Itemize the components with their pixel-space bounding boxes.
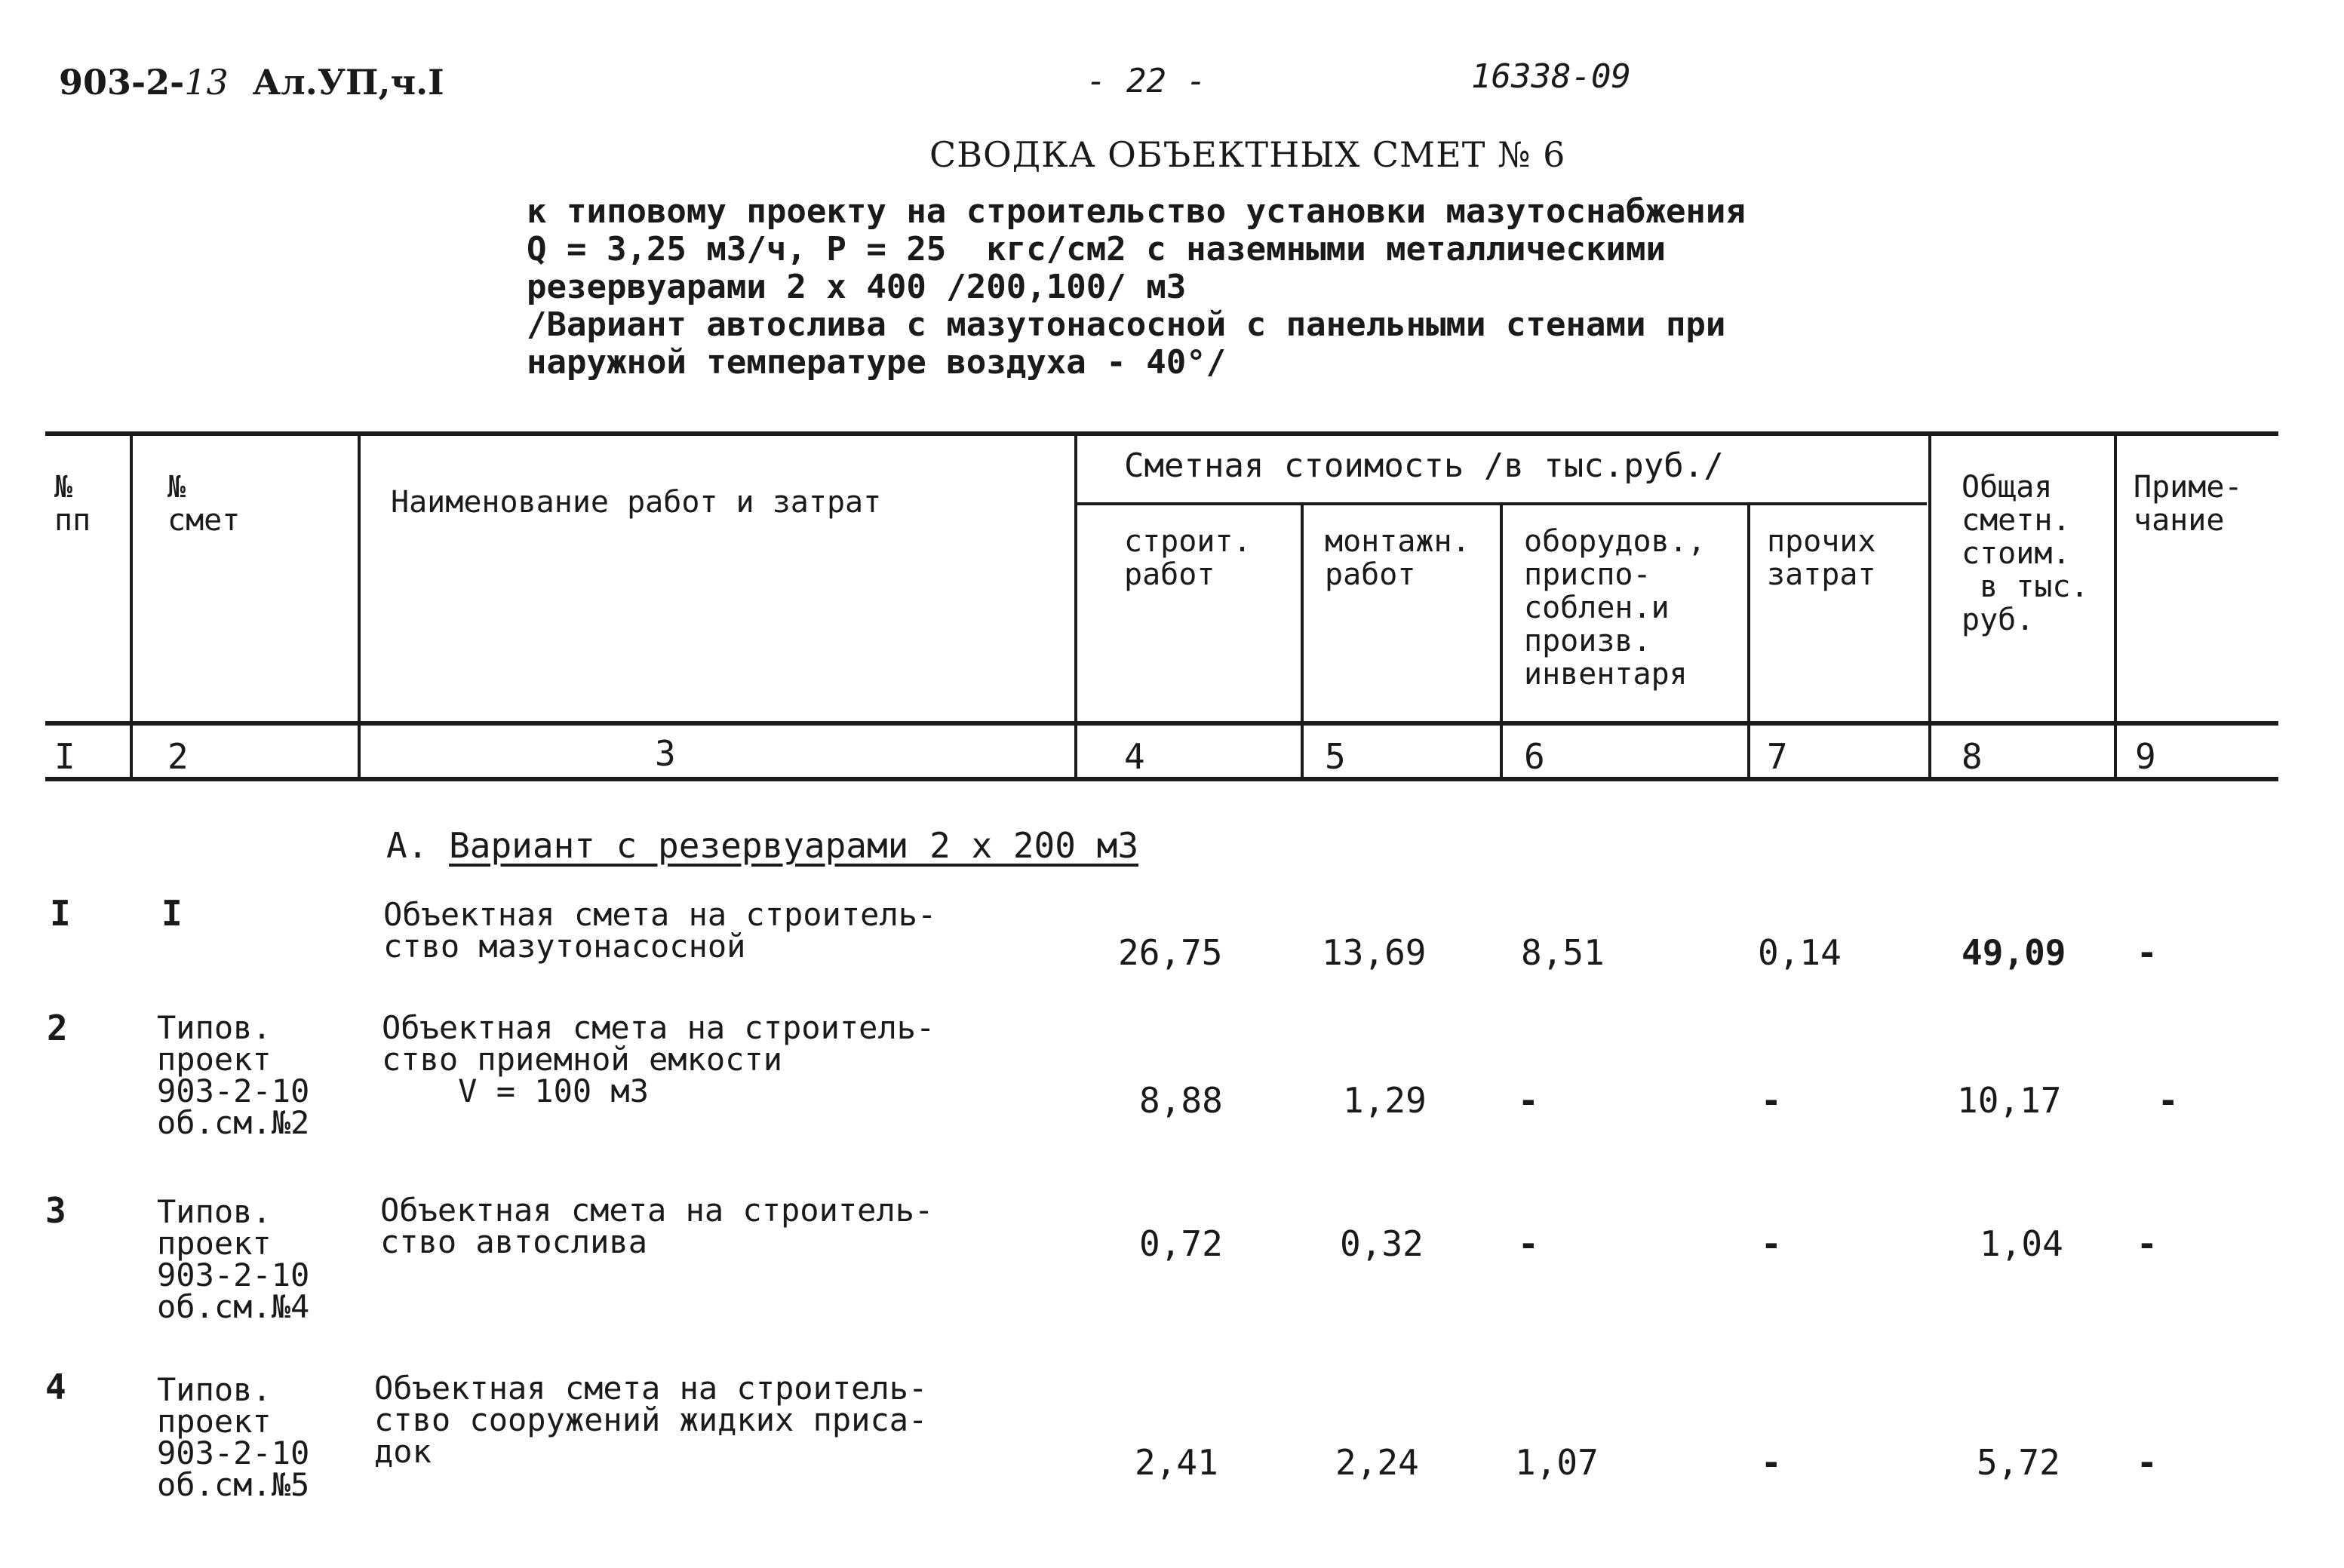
other-cost: - xyxy=(1761,1442,1782,1483)
section-prefix: А. xyxy=(386,825,429,866)
row-number: 3 xyxy=(45,1190,66,1231)
row-number: I xyxy=(50,893,71,934)
header-cost-group: Сметная стоимость /в тыс.руб./ xyxy=(1124,446,1724,485)
estimate-reference: I xyxy=(161,893,183,934)
total-cost: 5,72 xyxy=(1977,1442,2060,1483)
total-cost: 10,17 xyxy=(1957,1080,2062,1121)
construction-cost: 2,41 xyxy=(1135,1442,1218,1483)
document-code-prefix: 903-2- xyxy=(59,62,185,103)
other-cost: - xyxy=(1761,1223,1782,1264)
column-number: 4 xyxy=(1124,736,1145,777)
page-number: - 22 - xyxy=(1086,62,1206,100)
col-divider xyxy=(1301,502,1304,781)
document-number: 16338-09 xyxy=(1471,57,1631,96)
installation-cost: 13,69 xyxy=(1322,932,1427,973)
note: - xyxy=(2137,1442,2158,1483)
work-name: Объектная смета на строитель- ство мазутонасосной xyxy=(383,896,937,965)
column-number: 8 xyxy=(1962,736,1983,777)
table-top-rule xyxy=(45,431,2278,436)
estimate-reference: Типов. проект 903-2-10 об.см.№4 xyxy=(157,1193,310,1325)
header-note: Приме- чание xyxy=(2134,470,2243,538)
other-cost: 0,14 xyxy=(1758,932,1842,973)
subtitle-line: /Вариант автослива с мазутонасосной с панельными стенами при xyxy=(527,305,1726,344)
col-divider xyxy=(130,431,133,781)
document-part: Ал.УП,ч.I xyxy=(252,62,444,103)
column-number: 9 xyxy=(2135,736,2156,777)
column-number: 6 xyxy=(1524,736,1545,777)
installation-cost: 2,24 xyxy=(1335,1442,1419,1483)
column-number: 7 xyxy=(1767,736,1788,777)
header-total: Общая сметн. стоим. в тыс. руб. xyxy=(1962,470,2089,637)
equipment-cost: 1,07 xyxy=(1515,1442,1599,1483)
estimate-reference: Типов. проект 903-2-10 об.см.№2 xyxy=(157,1009,310,1141)
column-number: 3 xyxy=(655,733,676,774)
header-installation: монтажн. работ xyxy=(1325,524,1470,592)
equipment-cost: - xyxy=(1518,1223,1539,1264)
header-work-name: Наименование работ и затрат xyxy=(391,485,882,520)
header-other: прочих затрат xyxy=(1767,524,1876,592)
column-number: 5 xyxy=(1325,736,1346,777)
note: - xyxy=(2158,1080,2179,1121)
subtitle-line: резервуарами 2 х 400 /200,100/ м3 xyxy=(527,268,1187,306)
equipment-cost: 8,51 xyxy=(1521,932,1605,973)
construction-cost: 26,75 xyxy=(1118,932,1223,973)
note: - xyxy=(2137,1223,2158,1264)
installation-cost: 0,32 xyxy=(1340,1223,1424,1264)
col-divider xyxy=(2114,431,2117,781)
column-number: I xyxy=(54,736,75,777)
section-heading xyxy=(386,825,1138,866)
section-title: Вариант с резервуарами 2 х 200 м3 xyxy=(449,825,1139,866)
estimate-reference: Типов. проект 903-2-10 об.см.№5 xyxy=(157,1371,310,1503)
construction-cost: 8,88 xyxy=(1139,1080,1223,1121)
row-number: 4 xyxy=(45,1367,66,1407)
col-divider xyxy=(358,431,361,781)
work-name: Объектная смета на строитель- ство приемной емкости V = 100 м3 xyxy=(382,1009,935,1109)
col-divider xyxy=(1500,502,1503,781)
total-cost: 1,04 xyxy=(1980,1223,2063,1264)
work-name: Объектная смета на строитель- ство сооружений жидких приса- док xyxy=(374,1370,928,1470)
page-title: СВОДКА ОБЪЕКТНЫХ СМЕТ № 6 xyxy=(929,134,1566,175)
header-equipment: оборудов., приспо- соблен.и произв. инвентаря xyxy=(1524,524,1706,692)
row-number: 2 xyxy=(47,1008,68,1048)
header-construction: строит. работ xyxy=(1124,524,1252,592)
col-divider xyxy=(1928,431,1931,781)
header-bottom-rule xyxy=(45,721,2278,726)
document-code xyxy=(59,62,444,103)
subtitle xyxy=(527,193,1746,382)
document-code-handwritten: 13 xyxy=(184,62,229,103)
header-estimate-number: № смет xyxy=(167,470,241,538)
total-cost: 49,09 xyxy=(1962,932,2066,973)
subtitle-line: к типовому проекту на строительство установки мазутоснабжения xyxy=(527,192,1746,231)
note: - xyxy=(2137,932,2158,973)
col-divider xyxy=(1747,502,1750,781)
subtitle-line: наружной температуре воздуха - 40°/ xyxy=(527,343,1227,382)
header-row-number: № пп xyxy=(54,470,91,538)
col-divider xyxy=(1074,431,1077,781)
work-name: Объектная смета на строитель- ство автослива xyxy=(380,1192,934,1260)
other-cost: - xyxy=(1761,1080,1782,1121)
construction-cost: 0,72 xyxy=(1139,1223,1223,1264)
installation-cost: 1,29 xyxy=(1343,1080,1427,1121)
numbers-bottom-rule xyxy=(45,777,2278,781)
column-number: 2 xyxy=(167,736,189,777)
equipment-cost: - xyxy=(1518,1080,1539,1121)
subtitle-line: Q = 3,25 м3/ч, Р = 25 кгс/см2 с наземными металлическими xyxy=(527,230,1666,268)
